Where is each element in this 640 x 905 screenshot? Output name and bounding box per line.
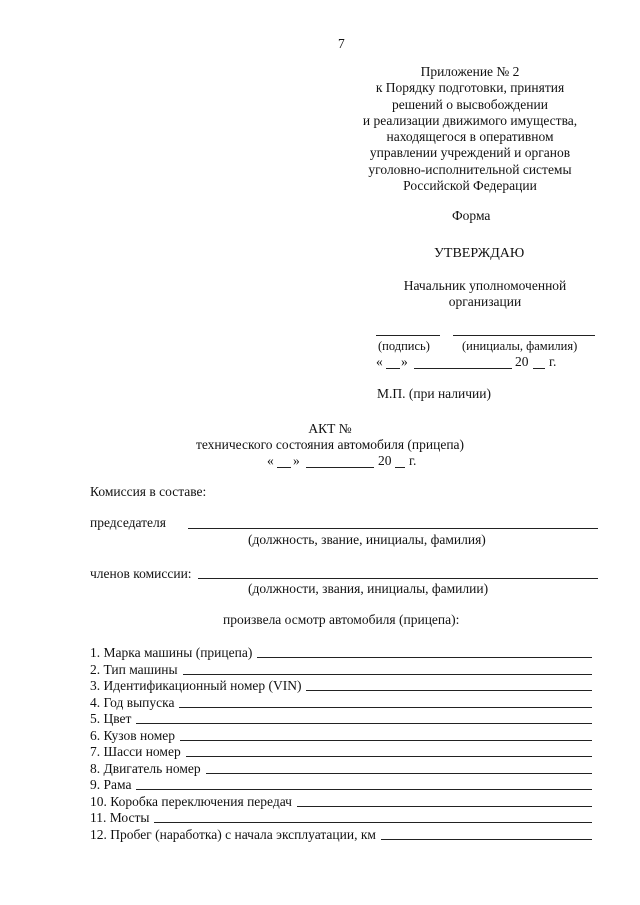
act-date-close: » [293,453,300,468]
appendix-line: управлении учреждений и органов [369,145,571,161]
appendix-line: Российской Федерации [403,178,537,194]
act-title: АКТ № [308,421,352,436]
approve-month-line[interactable] [414,368,512,369]
appendix-line: и реализации движимого имущества, [362,112,578,128]
act-year-suffix: г. [409,453,417,468]
commission-intro: Комиссия в составе: [90,484,207,499]
list-item [90,662,600,678]
item-fill-line[interactable] [381,839,592,840]
item-fill-line[interactable] [186,756,592,757]
item-fill-line[interactable] [154,822,592,823]
item-label: 1. Марка машины (прицепа) [90,645,253,660]
inspection-text: произвела осмотр автомобиля (прицепа): [223,612,460,627]
list-item [90,794,600,810]
list-item [90,744,600,760]
chairman-label: председателя [90,515,166,530]
appendix-line: Приложение № 2 [420,64,520,79]
item-label: 7. Шасси номер [90,744,181,759]
list-item [90,810,600,826]
item-fill-line[interactable] [257,657,592,658]
approve-date-close: » [401,354,408,369]
item-fill-line[interactable] [179,707,592,708]
members-line[interactable] [198,578,598,579]
appendix-line: к Порядку подготовки, принятия [375,80,565,96]
name-line[interactable] [453,335,595,336]
act-date-open: « [267,453,274,468]
item-label: 6. Кузов номер [90,727,175,743]
item-label: 2. Тип машины [90,661,178,677]
act-year-prefix: 20 [378,453,392,468]
chairman-line[interactable] [188,528,598,529]
act-subtitle: технического состояния автомобиля (прицепа) [195,437,465,452]
approver-position: Начальник уполномоченной [403,278,567,293]
appendix-block [330,64,610,194]
signature-caption: (подпись) [378,339,430,353]
stamp-note: М.П. (при наличии) [377,386,491,401]
list-item [90,777,600,793]
item-label: 3. Идентификационный номер (VIN) [90,678,302,693]
item-fill-line[interactable] [206,773,592,774]
signature-line[interactable] [376,335,440,336]
item-label: 8. Двигатель номер [90,760,201,776]
list-item [90,728,600,744]
page-number: 7 [338,36,345,51]
item-fill-line[interactable] [180,740,592,741]
members-caption: (должности, звания, инициалы, фамилии) [248,581,489,596]
item-fill-line[interactable] [306,690,592,691]
item-label: 4. Год выпуска [90,694,175,710]
list-item [90,827,600,843]
chairman-caption: (должность, звание, инициалы, фамилия) [248,532,486,547]
item-label: 9. Рама [90,777,132,792]
appendix-line: уголовно-исполнительной системы [368,161,572,177]
list-item [90,645,600,661]
approve-title: УТВЕРЖДАЮ [434,246,525,261]
item-label: 11. Мосты [90,810,150,825]
approve-year-line[interactable] [533,368,545,369]
appendix-line: находящегося в оперативном [386,129,554,145]
approve-day-line[interactable] [386,368,400,369]
approve-year-suffix: г. [549,354,557,369]
list-item [90,761,600,777]
members-label: членов комиссии: [90,566,192,581]
act-day-line[interactable] [277,467,291,468]
item-label: 12. Пробег (наработка) с начала эксплуатации, км [90,826,376,842]
item-fill-line[interactable] [183,674,592,675]
item-fill-line[interactable] [297,806,592,807]
name-caption: (инициалы, фамилия) [462,339,578,353]
act-year-line[interactable] [395,467,405,468]
approve-year-prefix: 20 [515,354,529,369]
approve-date-open: « [376,354,383,369]
item-fill-line[interactable] [136,723,592,724]
form-label: Форма [452,208,491,223]
item-label: 10. Коробка переключения передач [90,793,292,809]
list-item [90,711,600,727]
appendix-line: решений о высвобождении [392,96,548,112]
approver-organization: организации [448,294,522,309]
item-fill-line[interactable] [136,789,592,790]
list-item [90,695,600,711]
act-month-line[interactable] [306,467,374,468]
item-label: 5. Цвет [90,711,132,726]
list-item [90,678,600,694]
